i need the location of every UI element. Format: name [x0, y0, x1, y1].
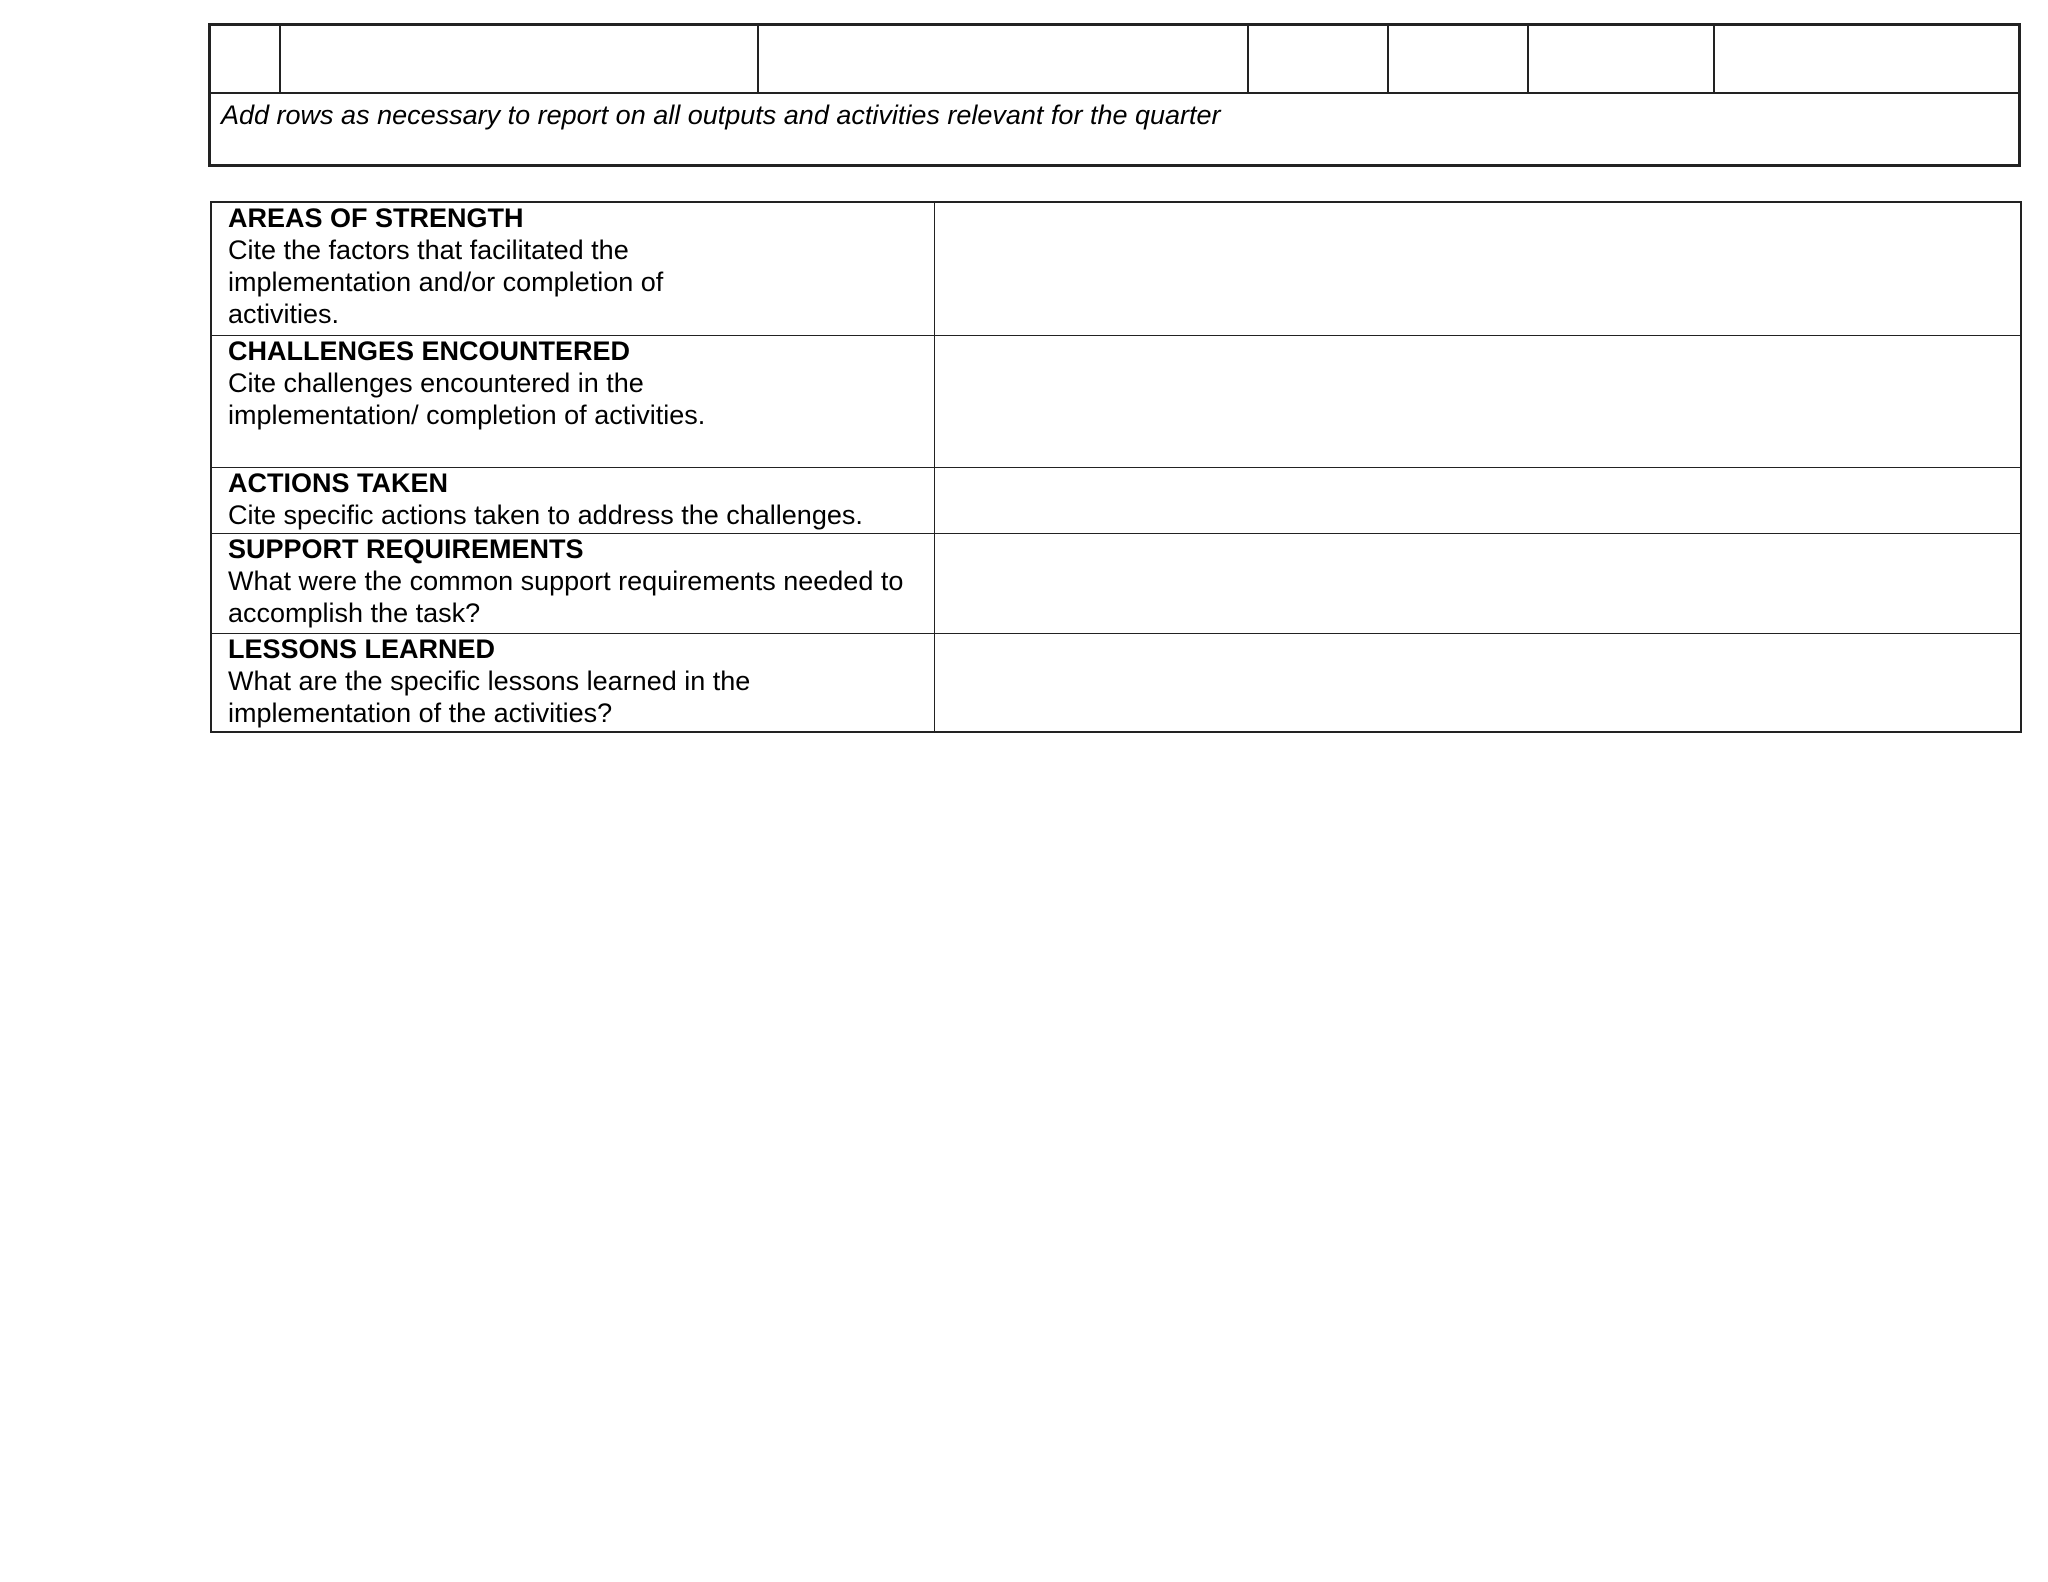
table-cell[interactable]: [758, 25, 1248, 94]
add-rows-note: Add rows as necessary to report on all outputs and activities relevant for the quarter: [210, 93, 2020, 166]
outputs-activities-table: [208, 23, 2021, 167]
row-prompt: What are the specific lessons learned in the implementation of the activities?: [228, 665, 751, 728]
actions-taken-response[interactable]: [934, 467, 2021, 533]
table-row: [211, 633, 2021, 732]
table-row: [211, 533, 2021, 633]
table-cell[interactable]: [280, 25, 758, 94]
row-prompt: What were the common support requirements needed to accomplish the task?: [228, 565, 904, 628]
table-row: [211, 202, 2021, 335]
row-prompt: Cite challenges encountered in the implementation/ completion of activities.: [228, 367, 706, 430]
areas-of-strength-response[interactable]: [934, 202, 2021, 335]
row-heading: AREAS OF STRENGTH: [228, 203, 524, 233]
support-requirements-label: [211, 533, 934, 633]
table-cell[interactable]: [1528, 25, 1714, 94]
table-row: [211, 467, 2021, 533]
row-heading: ACTIONS TAKEN: [228, 467, 448, 498]
table-row: [210, 93, 2020, 166]
challenges-encountered-response[interactable]: [934, 335, 2021, 467]
table-cell[interactable]: [1714, 25, 2020, 94]
evaluation-table: [210, 201, 2022, 733]
table-cell[interactable]: [1248, 25, 1388, 94]
challenges-encountered-label: [211, 335, 934, 467]
row-prompt: Cite specific actions taken to address the challenges.: [228, 499, 863, 530]
table-cell[interactable]: [1388, 25, 1528, 94]
table-cell[interactable]: [210, 25, 280, 94]
row-prompt: Cite the factors that facilitated the implementation and/or completion of activities.: [228, 235, 664, 329]
support-requirements-response[interactable]: [934, 533, 2021, 633]
lessons-learned-response[interactable]: [934, 633, 2021, 732]
areas-of-strength-label: [211, 202, 934, 335]
actions-taken-label: [211, 467, 934, 533]
row-heading: SUPPORT REQUIREMENTS: [228, 533, 584, 564]
lessons-learned-label: [211, 633, 934, 732]
row-heading: LESSONS LEARNED: [228, 633, 496, 664]
table-row: [210, 25, 2020, 94]
row-heading: CHALLENGES ENCOUNTERED: [228, 335, 631, 366]
table-row: [211, 335, 2021, 467]
